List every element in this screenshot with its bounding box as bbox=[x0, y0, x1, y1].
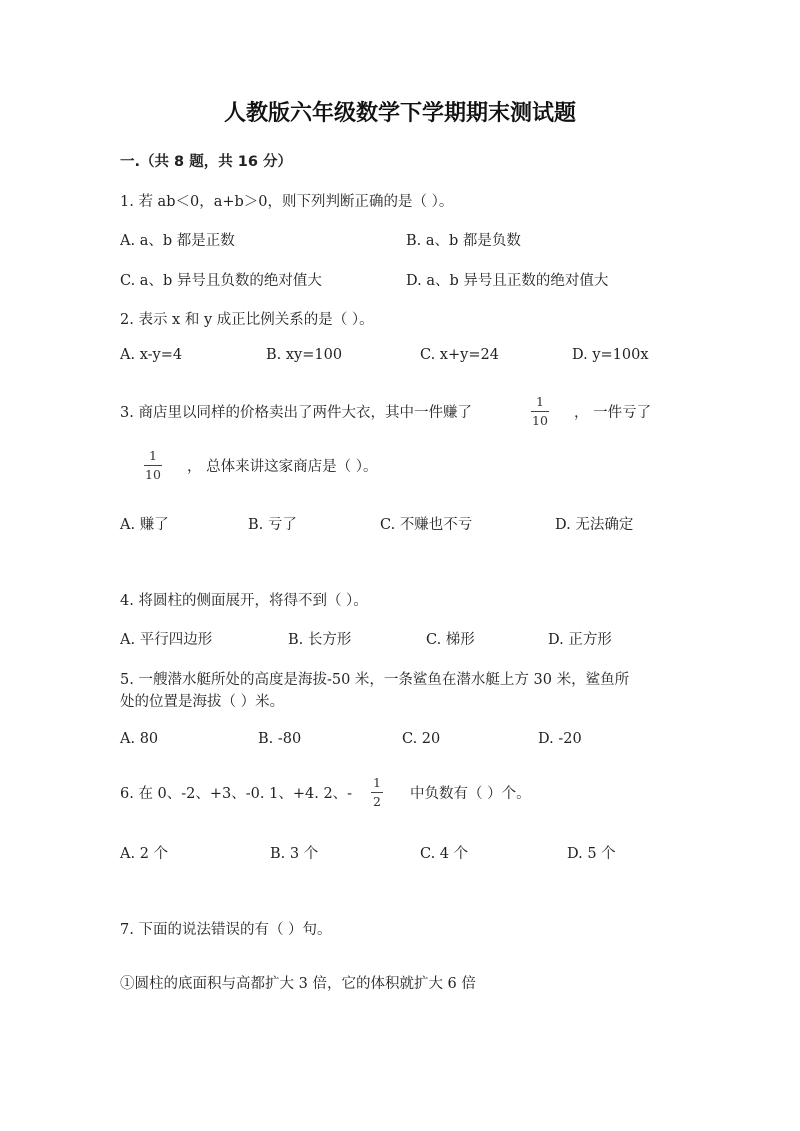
question-7-stem: 7. 下面的说法错误的有（ ）句。 bbox=[120, 922, 332, 938]
question-1-option-b: B. a、b 都是负数 bbox=[406, 233, 521, 249]
question-5-stem-line2: 处的位置是海拔（ ）米。 bbox=[120, 694, 285, 710]
question-3-option-d: D. 无法确定 bbox=[555, 517, 634, 533]
question-4-option-d: D. 正方形 bbox=[548, 632, 612, 648]
question-7-statement-1: ①圆柱的底面积与高都扩大 3 倍，它的体积就扩大 6 倍 bbox=[120, 976, 476, 992]
section-heading: 一.（共 8 题，共 16 分） bbox=[120, 154, 292, 170]
question-3-fraction-2 bbox=[143, 450, 163, 481]
question-5-option-b: B. -80 bbox=[258, 731, 302, 747]
question-6-stem-part1: 6. 在 0、-2、+3、-0. 1、+4. 2、- bbox=[120, 786, 353, 802]
question-6-option-a: A. 2 个 bbox=[120, 846, 169, 862]
question-5-option-d: D. -20 bbox=[538, 731, 582, 747]
question-3-stem-part2: ， 一件亏了 bbox=[574, 405, 652, 421]
question-3-option-c: C. 不赚也不亏 bbox=[380, 517, 473, 533]
fraction-denominator: 10 bbox=[532, 412, 548, 428]
question-1-option-a: A. a、b 都是正数 bbox=[120, 233, 235, 249]
question-6-option-b: B. 3 个 bbox=[270, 846, 319, 862]
fraction-denominator: 10 bbox=[145, 466, 161, 482]
question-5-option-a: A. 80 bbox=[120, 731, 159, 747]
question-6-fraction bbox=[371, 777, 383, 808]
question-2-option-b: B. xy=100 bbox=[266, 347, 343, 363]
question-3-option-b: B. 亏了 bbox=[248, 517, 297, 533]
question-4-option-b: B. 长方形 bbox=[288, 632, 352, 648]
question-3-option-a: A. 赚了 bbox=[120, 517, 169, 533]
question-2-option-c: C. x+y=24 bbox=[420, 347, 499, 363]
question-2-stem: 2. 表示 x 和 y 成正比例关系的是（ ）。 bbox=[120, 312, 374, 328]
question-2-option-d: D. y=100x bbox=[572, 347, 649, 363]
question-4-stem: 4. 将圆柱的侧面展开，将得不到（ ）。 bbox=[120, 593, 368, 609]
question-4-option-c: C. 梯形 bbox=[426, 632, 475, 648]
question-1-stem: 1. 若 ab＜0，a+b＞0，则下列判断正确的是（ ）。 bbox=[120, 194, 454, 210]
question-3-fraction-1 bbox=[530, 396, 550, 427]
question-5-stem-line1: 5. 一艘潜水艇所处的高度是海拔-50 米，一条鲨鱼在潜水艇上方 30 米，鲨鱼所 bbox=[120, 672, 630, 688]
question-5-option-c: C. 20 bbox=[402, 731, 441, 747]
question-4-option-a: A. 平行四边形 bbox=[120, 632, 213, 648]
fraction-numerator: 1 bbox=[373, 775, 381, 790]
question-6-option-d: D. 5 个 bbox=[567, 846, 616, 862]
fraction-numerator: 1 bbox=[535, 394, 544, 409]
question-1-option-c: C. a、b 异号且负数的绝对值大 bbox=[120, 273, 322, 289]
question-3-stem-part1: 3. 商店里以同样的价格卖出了两件大衣，其中一件赚了 bbox=[120, 405, 472, 421]
fraction-denominator: 2 bbox=[373, 793, 381, 809]
question-1-option-d: D. a、b 异号且正数的绝对值大 bbox=[406, 273, 609, 289]
question-3-stem-part3: ， 总体来讲这家商店是（ ）。 bbox=[187, 459, 378, 475]
question-6-stem-part2: 中负数有（ ）个。 bbox=[410, 786, 531, 802]
fraction-numerator: 1 bbox=[148, 448, 157, 463]
question-2-option-a: A. x-y=4 bbox=[120, 347, 183, 363]
page-title: 人教版六年级数学下学期期末测试题 bbox=[223, 101, 576, 126]
question-6-option-c: C. 4 个 bbox=[420, 846, 469, 862]
